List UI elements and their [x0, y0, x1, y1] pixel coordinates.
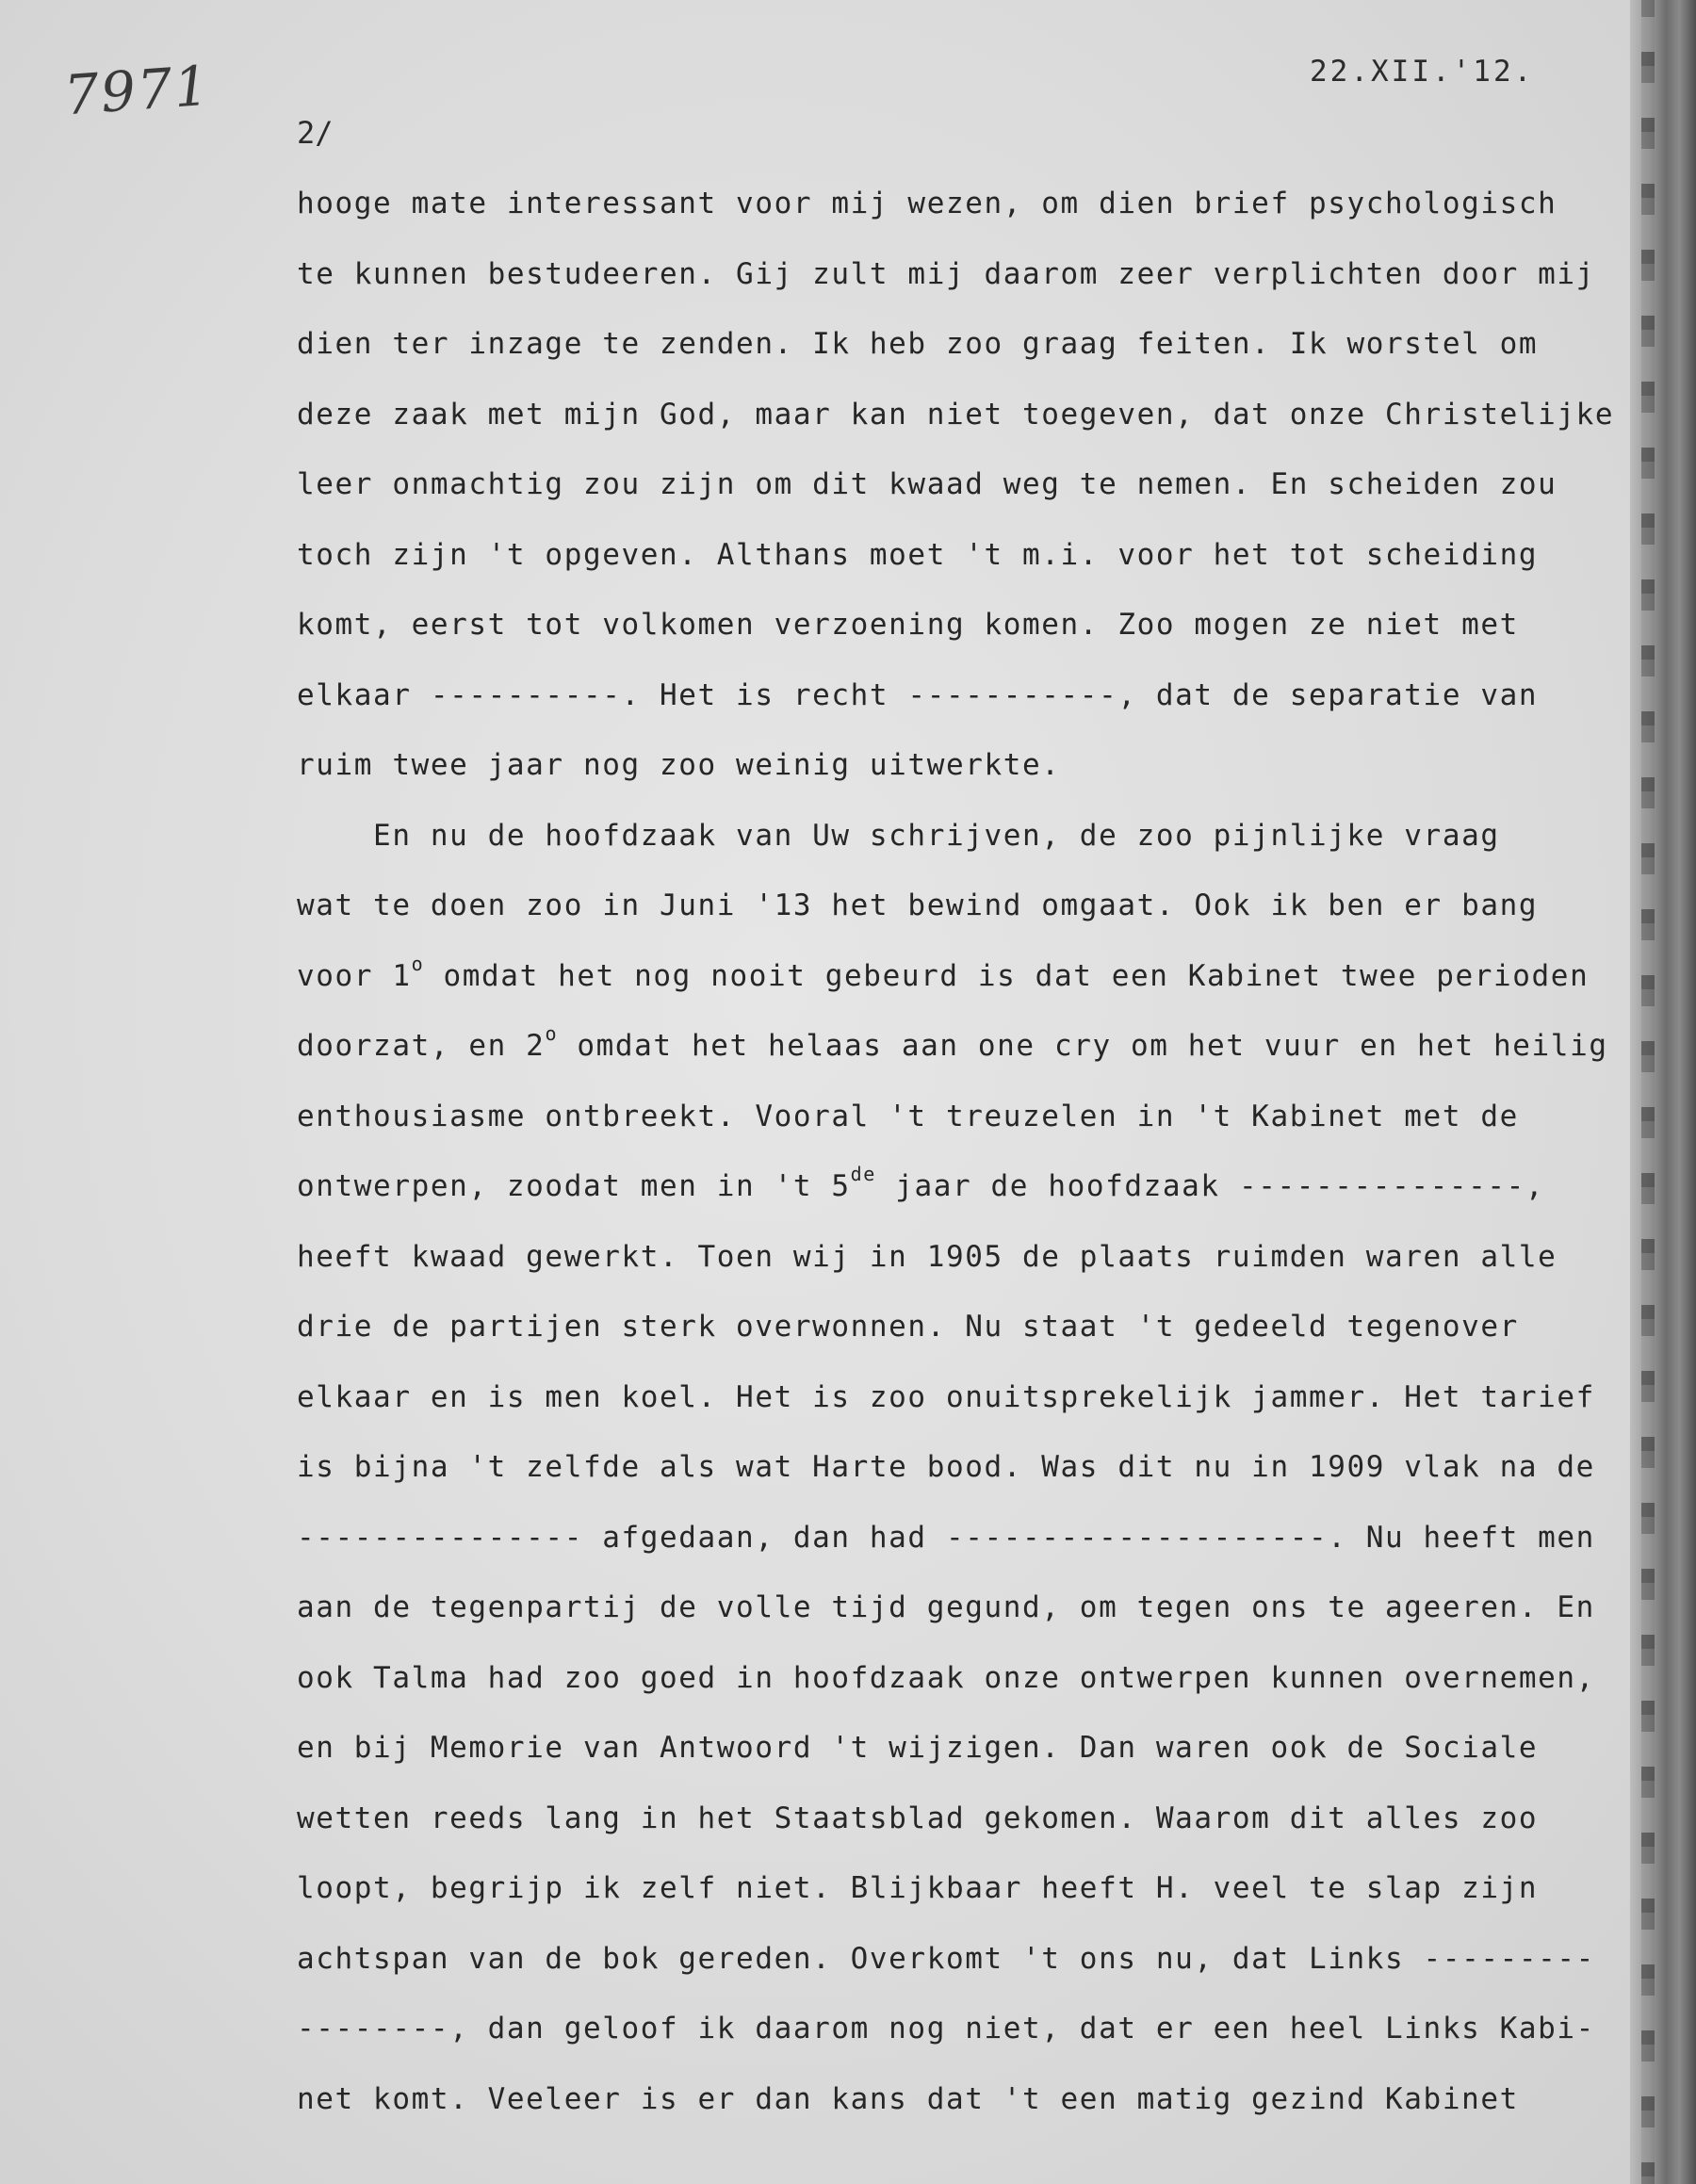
text-line: elkaar ----------. Het is recht -----------, dat de separatie van: [297, 677, 1539, 712]
text-line: [297, 1163, 1545, 1203]
text-segment: omdat het nog nooit gebeurd is dat een Kabinet twee perioden: [424, 958, 1590, 993]
letter-date: 22.XII.'12.: [1310, 55, 1535, 89]
text-line: --------, dan geloof ik daarom nog niet, dat er een heel Links Kabi-: [297, 2012, 1595, 2045]
text-line: wetten reeds lang in het Staatsblad gekomen. Waarom dit alles zoo: [297, 1801, 1539, 1835]
text-line: net komt. Veeleer is er dan kans dat 't een matig gezind Kabinet: [297, 2081, 1519, 2116]
text-line: toch zijn 't opgeven. Althans moet 't m.i. voor het tot scheiding: [297, 537, 1539, 572]
text-line: enthousiasme ontbreekt. Vooral 't treuzelen in 't Kabinet met de: [297, 1099, 1519, 1133]
text-line: aan de tegenpartij de volle tijd gegund, om tegen ons te ageeren. En: [297, 1590, 1595, 1624]
text-line: elkaar en is men koel. Het is zoo onuitsprekelijk jammer. Het tarief: [297, 1379, 1595, 1414]
text-line: is bijna 't zelfde als wat Harte bood. Was dit nu in 1909 vlak na de: [297, 1450, 1595, 1484]
superscript: o: [545, 1022, 559, 1045]
page-number: 2/: [297, 115, 334, 151]
text-line: hooge mate interessant voor mij wezen, om dien brief psychologisch: [297, 187, 1557, 220]
handwritten-archive-number: 7971: [61, 53, 213, 128]
text-segment: jaar de hoofdzaak ---------------,: [875, 1169, 1545, 1203]
text-line: [297, 952, 1590, 993]
text-line: En nu de hoofdzaak van Uw schrijven, de zoo pijnlijke vraag: [297, 818, 1500, 853]
text-line: loopt, begrijp ik zelf niet. Blijkbaar heeft H. veel te slap zijn: [297, 1871, 1539, 1905]
text-line: drie de partijen sterk overwonnen. Nu staat 't gedeeld tegenover: [297, 1310, 1519, 1344]
text-line: --------------- afgedaan, dan had --------------------. Nu heeft men: [297, 1520, 1595, 1555]
text-segment: voor 1: [297, 958, 412, 993]
text-line: en bij Memorie van Antwoord 't wijzigen. Dan waren ook de Sociale: [297, 1731, 1539, 1765]
text-line: dien ter inzage te zenden. Ik heb zoo graag feiten. Ik worstel om: [297, 327, 1539, 361]
text-line: ook Talma had zoo goed in hoofdzaak onze ontwerpen kunnen overnemen,: [297, 1660, 1595, 1695]
page-edge-shadow: [1630, 0, 1696, 2184]
text-line: te kunnen bestudeeren. Gij zult mij daarom zeer verplichten door mij: [297, 256, 1595, 291]
text-line: achtspan van de bok gereden. Overkomt 't ons nu, dat Links ---------: [297, 1941, 1595, 1976]
text-line: deze zaak met mijn God, maar kan niet toegeven, dat onze Christelijke: [297, 397, 1615, 432]
text-line: komt, eerst tot volkomen verzoening komen. Zoo mogen ze niet met: [297, 608, 1519, 642]
text-line: leer onmachtig zou zijn om dit kwaad weg te nemen. En scheiden zou: [297, 467, 1557, 501]
text-segment: doorzat, en 2: [297, 1029, 546, 1063]
text-line: wat te doen zoo in Juni '13 het bewind omgaat. Ook ik ben er bang: [297, 888, 1539, 922]
text-line: [297, 1022, 1608, 1063]
text-segment: omdat het helaas aan one cry om het vuur en het heilig: [558, 1029, 1608, 1063]
superscript: o: [411, 952, 425, 975]
text-segment: ontwerpen, zoodat men in 't 5: [297, 1169, 851, 1203]
superscript: de: [850, 1163, 876, 1185]
text-line: ruim twee jaar nog zoo weinig uitwerkte.: [297, 748, 1061, 782]
text-line: heeft kwaad gewerkt. Toen wij in 1905 de plaats ruimden waren alle: [297, 1239, 1557, 1274]
